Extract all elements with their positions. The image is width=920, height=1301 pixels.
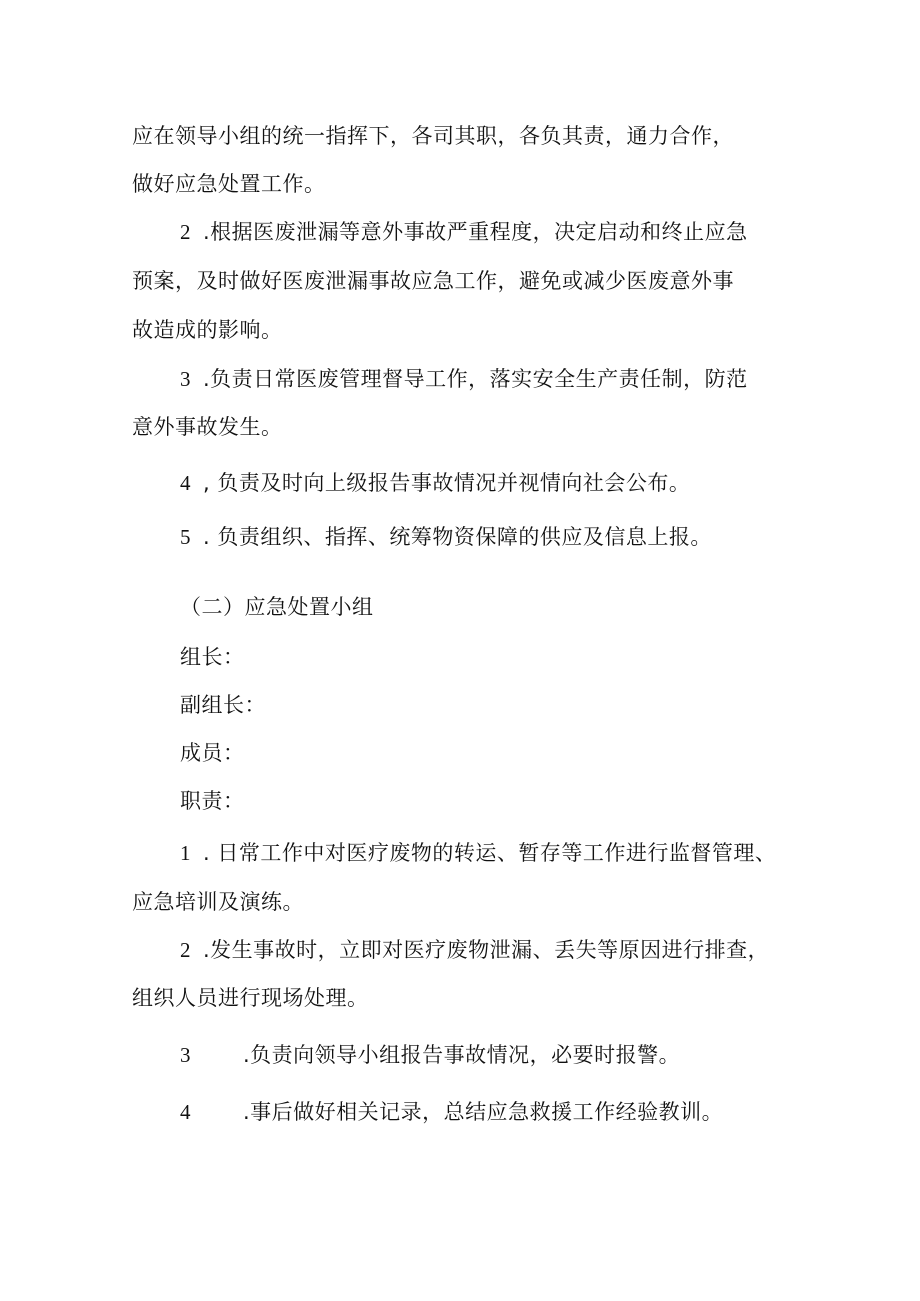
list-item-number: 3 [180,1043,191,1067]
list-item-line [180,470,690,496]
list-item-number: 5 [180,525,191,549]
role-members-label: 成员： [180,741,245,765]
list-item-line: 组织人员进行现场处理。 [132,986,369,1010]
list-item-line [180,1042,680,1068]
list-item-line: 意外事故发生。 [132,415,283,439]
list-item-line [180,937,769,963]
list-item-line [180,1099,723,1125]
list-item-line [180,840,776,866]
list-item-number: 1 [180,841,191,865]
list-item-line: 应急培训及演练。 [132,890,304,914]
list-item-number: 4 [180,471,191,495]
list-item-line: 故造成的影响。 [132,318,283,342]
list-item-text: .发生事故时，立即对医疗废物泄漏、丢失等原因进行排查， [203,938,770,962]
list-item-number: 2 [180,220,191,244]
list-item-text: . 负责组织、指挥、统筹物资保障的供应及信息上报。 [203,525,712,549]
list-item-text: .根据医废泄漏等意外事故严重程度，决定启动和终止应急 [203,220,748,244]
list-item-line: 预案，及时做好医废泄漏事故应急工作，避免或减少医废意外事 [132,269,734,293]
list-item-text: . 日常工作中对医疗废物的转运、暂存等工作进行监督管理、 [203,841,777,865]
role-leader-label: 组长： [180,645,245,669]
list-item-line [180,524,712,550]
role-deputy-label: 副组长： [180,693,266,717]
list-item-text: .负责日常医废管理督导工作，落实安全生产责任制，防范 [203,367,748,391]
list-item-line [180,366,748,392]
list-item-number: 3 [180,367,191,391]
list-item-text: .事后做好相关记录，总结应急救援工作经验教训。 [243,1100,724,1124]
section-heading: （二）应急处置小组 [180,595,374,619]
role-duties-label: 职责： [180,789,245,813]
list-item-number: 2 [180,938,191,962]
list-item-text: , 负责及时向上级报告事故情况并视情向社会公布。 [203,471,691,495]
list-item-number: 4 [180,1100,191,1124]
list-item-text: .负责向领导小组报告事故情况，必要时报警。 [243,1043,681,1067]
body-text-line: 做好应急处置工作。 [132,172,326,196]
body-text-line: 应在领导小组的统一指挥下，各司其职，各负其责，通力合作， [132,124,734,148]
list-item-line [180,219,748,245]
